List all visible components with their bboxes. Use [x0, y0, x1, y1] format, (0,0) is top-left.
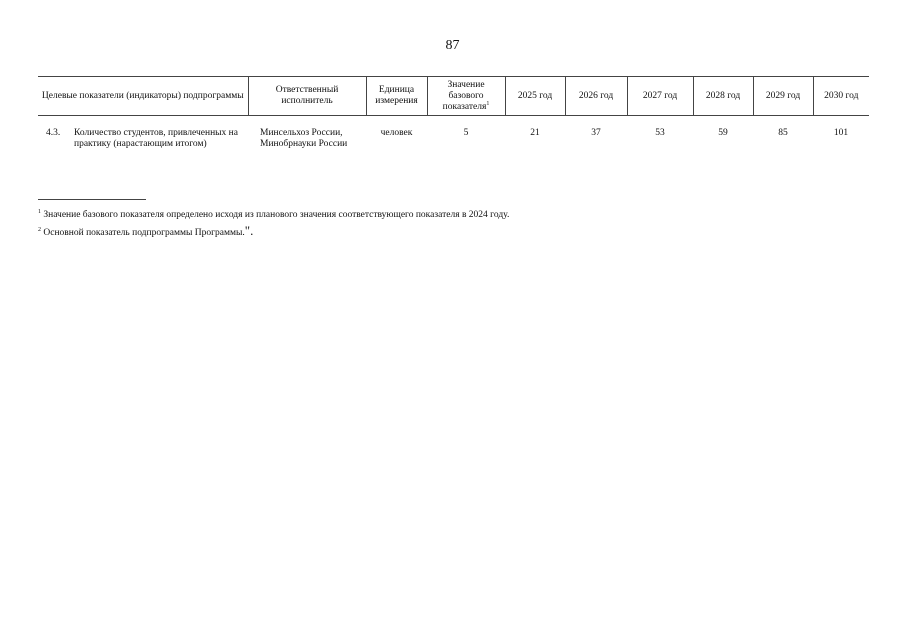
- footnote-2: [38, 224, 869, 240]
- footnote-ref-1: 1: [486, 100, 490, 107]
- header-year-2030: 2030 год: [813, 77, 869, 116]
- table-row: [38, 116, 869, 151]
- header-executor: Ответственный исполнитель: [248, 77, 366, 116]
- footnote-1-text: Значение базового показателя определено исходя из планового значения соответствующего показателя в 2024 году.: [43, 210, 510, 220]
- row-base-value: 5: [463, 128, 469, 138]
- footnote-1: [38, 208, 869, 222]
- header-base-value-text: Значение базового показателя: [442, 79, 487, 112]
- row-value-2030: 101: [833, 128, 849, 138]
- header-year-2028: 2028 год: [693, 77, 753, 116]
- row-unit: человек: [380, 128, 413, 138]
- header-year-2029: 2029 год: [753, 77, 813, 116]
- header-unit: Единица измерения: [366, 77, 427, 116]
- footnote-2-text: Основной показатель подпрограммы Программы.: [43, 228, 245, 238]
- indicators-table: [38, 76, 869, 150]
- footnote-2-closing: ".: [244, 223, 254, 238]
- header-year-2026: 2026 год: [565, 77, 627, 116]
- indicators-table-container: [38, 76, 869, 150]
- header-indicators: Целевые показатели (индикаторы) подпрограммы: [38, 77, 248, 116]
- table-header-row: [38, 77, 869, 116]
- header-year-2027: 2027 год: [627, 77, 693, 116]
- page-number: 87: [445, 38, 460, 53]
- row-value-2029: 85: [778, 128, 788, 138]
- row-value-2028: 59: [718, 128, 728, 138]
- row-indicator-name: Количество студентов, привлеченных на практику (нарастающим итогом): [74, 128, 238, 149]
- header-year-2025: 2025 год: [505, 77, 565, 116]
- footnote-2-marker: 2: [38, 226, 41, 233]
- footnote-separator: [38, 199, 146, 200]
- footnote-1-marker: 1: [38, 208, 41, 215]
- footnotes: [38, 208, 869, 242]
- header-base-value: [427, 77, 505, 116]
- row-value-2026: 37: [591, 128, 601, 138]
- row-executor: Минсельхоз России, Минобрнауки России: [260, 128, 348, 149]
- row-number: 4.3.: [46, 128, 61, 138]
- row-value-2025: 21: [530, 128, 540, 138]
- row-value-2027: 53: [655, 128, 665, 138]
